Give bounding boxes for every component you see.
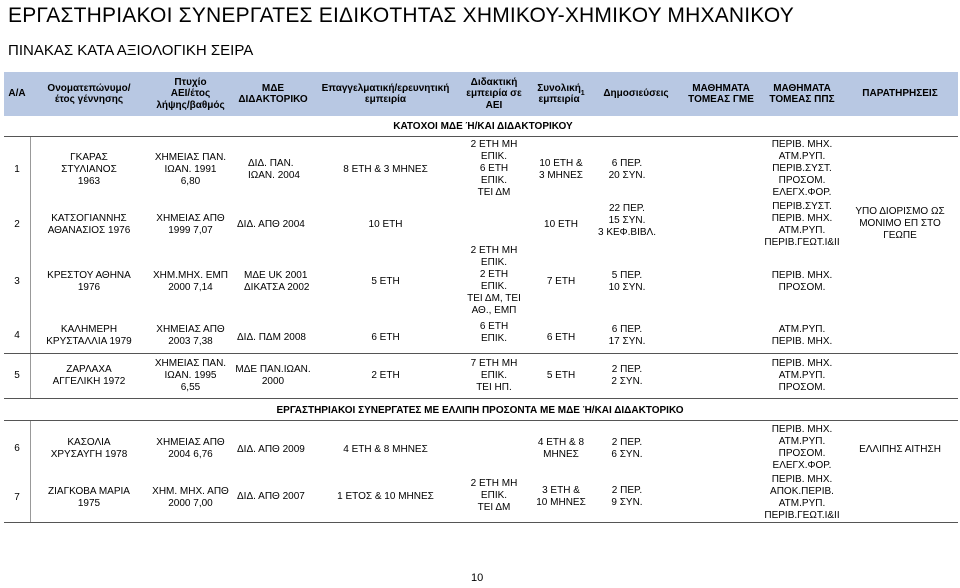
- cell-work: 2 ΕΤΗ: [371, 370, 400, 381]
- cell-aa: 2: [14, 219, 20, 230]
- cell-courses: ΠΕΡΙΒ. ΜΗΧ. ΑΠΟΚ.ΠΕΡΙΒ. ΑΤΜ.ΡΥΠ. ΠΕΡΙΒ.ΓΕΩΤ.Ι&ΙΙ: [764, 474, 840, 521]
- cell-work: 5 ΕΤΗ: [371, 276, 400, 287]
- header-notes: ΠΑΡΑΤΗΡΗΣΕΙΣ: [862, 88, 938, 100]
- cell-aa: 1: [14, 164, 20, 175]
- cell-work: 1 ΕΤΟΣ & 10 ΜΗΝΕΣ: [337, 491, 434, 502]
- cell-degree: ΧΗΜΕΙΑΣ ΠΑΝ. ΙΩΑΝ. 1991 6,80: [154, 152, 227, 187]
- cell-courses: ΠΕΡΙΒ. ΜΗΧ. ΠΡΟΣΟΜ.: [771, 270, 833, 293]
- cell-teaching: 6 ΕΤΗ ΕΠΙΚ.: [479, 321, 509, 344]
- cell-teaching: 2 ΕΤΗ ΜΗ ΕΠΙΚ. ΤΕΙ ΔΜ: [470, 478, 518, 513]
- cell-total: 5 ΕΤΗ: [546, 370, 576, 381]
- header-courses-ge: ΜΑΘΗΜΑΤΑ ΤΟΜΕΑΣ ΓΜΕ: [688, 82, 754, 105]
- cell-teaching: 7 ΕΤΗ ΜΗ ΕΠΙΚ. ΤΕΙ ΗΠ.: [470, 358, 518, 393]
- cell-name: ΓΚΑΡΑΣ ΣΤΥΛΙΑΝΟΣ 1963: [61, 152, 117, 187]
- header-msc: ΜΔΕ ΔΙΔΑΚΤΟΡΙΚΟ: [238, 82, 308, 105]
- cell-publications: 2 ΠΕΡ. 9 ΣΥΝ.: [611, 485, 643, 508]
- cell-total: 4 ΕΤΗ & 8 ΜΗΝΕΣ: [537, 437, 585, 460]
- cell-degree: ΧΗΜΕΙΑΣ ΠΑΝ. ΙΩΑΝ. 1995 6,55: [154, 358, 227, 393]
- cell-msc: ΜΔΕ UK 2001 ΔΙΚΑΤΣΑ 2002: [244, 270, 310, 293]
- cell-publications: 6 ΠΕΡ. 20 ΣΥΝ.: [608, 158, 646, 181]
- cell-msc: ΔΙΔ. ΠΔΜ 2008: [237, 332, 306, 343]
- cell-degree: ΧΗΜΕΙΑΣ ΑΠΘ 2004 6,76: [156, 437, 225, 460]
- header-aa: Α/Α: [8, 88, 26, 100]
- cell-aa: 3: [14, 276, 20, 287]
- cell-degree: ΧΗΜΕΙΑΣ ΑΠΘ 1999 7,07: [156, 213, 225, 236]
- cell-publications: 6 ΠΕΡ. 17 ΣΥΝ.: [608, 324, 646, 347]
- cell-msc: ΔΙΔ. ΠΑΝ. ΙΩΑΝ. 2004: [248, 158, 300, 181]
- cell-msc: ΔΙΔ. ΑΠΘ 2004: [237, 219, 305, 230]
- cell-courses: ΑΤΜ.ΡΥΠ. ΠΕΡΙΒ. ΜΗΧ.: [771, 324, 833, 347]
- cell-name: ΖΑΡΛΑΧΑ ΑΓΓΕΛΙΚΗ 1972: [52, 364, 126, 387]
- cell-msc: ΜΔΕ ΠΑΝ.ΙΩΑΝ. 2000: [235, 364, 311, 387]
- cell-work: 4 ΕΤΗ & 8 ΜΗΝΕΣ: [343, 444, 428, 455]
- row-divider: [4, 398, 958, 399]
- page-number: 10: [471, 572, 484, 584]
- cell-name: ΚΡΕΣΤΟΥ ΑΘΗΝΑ 1976: [47, 270, 131, 293]
- banner-holders: ΚΑΤΟΧΟΙ ΜΔΕ Ή/ΚΑΙ ΔΙΔΑΚΤΟΡΙΚΟΥ: [393, 120, 573, 132]
- header-degree: Πτυχίο ΑΕΙ/έτος λήψης/βαθμός: [156, 76, 225, 111]
- cell-total: 10 ΕΤΗ & 3 ΜΗΝΕΣ: [539, 158, 583, 181]
- cell-courses: ΠΕΡΙΒ. ΜΗΧ. ΑΤΜ.ΡΥΠ. ΠΕΡΙΒ.ΣΥΣΤ. ΠΡΟΣΟΜ. ΕΛΕΓΧ.ΦΟΡ.: [771, 139, 833, 198]
- cell-degree: ΧΗΜΕΙΑΣ ΑΠΘ 2003 7,38: [156, 324, 225, 347]
- cell-total: 3 ΕΤΗ & 10 ΜΗΝΕΣ: [536, 485, 586, 508]
- header-courses-pps: ΜΑΘΗΜΑΤΑ ΤΟΜΕΑΣ ΠΠΣ: [769, 82, 835, 105]
- cell-aa: 6: [14, 443, 20, 454]
- cell-name: ΚΑΤΣΟΓΙΑΝΝΗΣ ΑΘΑΝΑΣΙΟΣ 1976: [47, 213, 131, 236]
- banner-incomplete: ΕΡΓΑΣΤΗΡΙΑΚΟΙ ΣΥΝΕΡΓΑΤΕΣ ΜΕ ΕΛΛΙΠΗ ΠΡΟΣΟΝΤΑ ΜΕ ΜΔΕ Ή/ΚΑΙ ΔΙΔΑΚΤΟΡΙΚΟ: [276, 404, 684, 416]
- cell-name: ΚΑΛΗΜΕΡΗ ΚΡΥΣΤΑΛΛΙΑ 1979: [46, 324, 132, 347]
- cell-courses: ΠΕΡΙΒ. ΜΗΧ. ΑΤΜ.ΡΥΠ. ΠΡΟΣΟΜ. ΕΛΕΓΧ.ΦΟΡ.: [771, 424, 833, 471]
- cell-aa: 4: [14, 330, 20, 341]
- cell-name: ΖΙΑΓΚΟΒΑ ΜΑΡΙΑ 1975: [48, 486, 130, 509]
- header-publications: Δημοσιεύσεις: [603, 88, 669, 100]
- cell-teaching: 2 ΕΤΗ ΜΗ ΕΠΙΚ. 2 ΕΤΗ ΕΠΙΚ. ΤΕΙ ΔΜ, ΤΕΙ ΑΘ., ΕΜΠ: [467, 245, 521, 316]
- page-subtitle: ΠΙΝΑΚΑΣ ΚΑΤΑ ΑΞΙΟΛΟΓΙΚΗ ΣΕΙΡΑ: [8, 42, 254, 59]
- cell-teaching: 2 ΕΤΗ ΜΗ ΕΠΙΚ. 6 ΕΤΗ ΕΠΙΚ. ΤΕΙ ΔΜ: [470, 139, 518, 198]
- cell-aa: 7: [14, 492, 20, 503]
- cell-courses: ΠΕΡΙΒ. ΜΗΧ. ΑΤΜ.ΡΥΠ. ΠΡΟΣΟΜ.: [771, 358, 833, 393]
- cell-total: 7 ΕΤΗ: [546, 276, 576, 287]
- cell-msc: ΔΙΔ. ΑΠΘ 2009: [237, 444, 305, 455]
- cell-courses: ΠΕΡΙΒ.ΣΥΣΤ. ΠΕΡΙΒ. ΜΗΧ. ΑΤΜ.ΡΥΠ. ΠΕΡΙΒ.ΓΕΩΤ.Ι&ΙΙ: [764, 201, 840, 248]
- cell-work: 8 ΕΤΗ & 3 ΜΗΝΕΣ: [343, 164, 428, 175]
- row-divider: [4, 522, 958, 523]
- cell-publications: 22 ΠΕΡ. 15 ΣΥΝ. 3 ΚΕΦ.ΒΙΒΛ.: [597, 203, 656, 238]
- cell-work: 10 ΕΤΗ: [368, 219, 403, 230]
- cell-notes: ΥΠΟ ΔΙΟΡΙΣΜΟ ΩΣ ΜΟΝΙΜΟ ΕΠ ΣΤΟ ΓΕΩΠΕ: [855, 206, 945, 241]
- cell-degree: ΧΗΜ.ΜΗΧ. ΕΜΠ 2000 7,14: [153, 270, 228, 293]
- cell-total: 6 ΕΤΗ: [546, 332, 576, 343]
- header-teaching: Διδακτική εμπειρία σε ΑΕΙ: [466, 76, 522, 111]
- header-name: Ονοματεπώνυμο/ έτος γέννησης: [47, 82, 131, 105]
- cell-total: 10 ΕΤΗ: [544, 219, 578, 230]
- cell-publications: 5 ΠΕΡ. 10 ΣΥΝ.: [608, 270, 646, 293]
- header-work: Επαγγελματική/ερευνητική εμπειρία: [321, 82, 450, 105]
- row-divider: [4, 420, 958, 421]
- cell-name: ΚΑΣΟΛΙΑ ΧΡΥΣΑΥΓΗ 1978: [50, 437, 128, 460]
- page-title: ΕΡΓΑΣΤΗΡΙΑΚΟΙ ΣΥΝΕΡΓΑΤΕΣ ΕΙΔΙΚΟΤΗΤΑΣ ΧΗΜΙΚΟΥ-ΧΗΜΙΚΟΥ ΜΗΧΑΝΙΚΟΥ: [8, 4, 794, 27]
- header-total: Συνολική εμπειρία 1: [537, 82, 585, 105]
- cell-notes: ΕΛΛΙΠΗΣ ΑΙΤΗΣΗ: [859, 444, 941, 455]
- cell-degree: ΧΗΜ. ΜΗΧ. ΑΠΘ 2000 7,00: [152, 486, 229, 509]
- cell-publications: 2 ΠΕΡ. 2 ΣΥΝ.: [611, 364, 643, 387]
- cell-aa: 5: [14, 370, 20, 381]
- cell-work: 6 ΕΤΗ: [371, 332, 400, 343]
- cell-msc: ΔΙΔ. ΑΠΘ 2007: [237, 491, 305, 502]
- cell-publications: 2 ΠΕΡ. 6 ΣΥΝ.: [611, 437, 643, 460]
